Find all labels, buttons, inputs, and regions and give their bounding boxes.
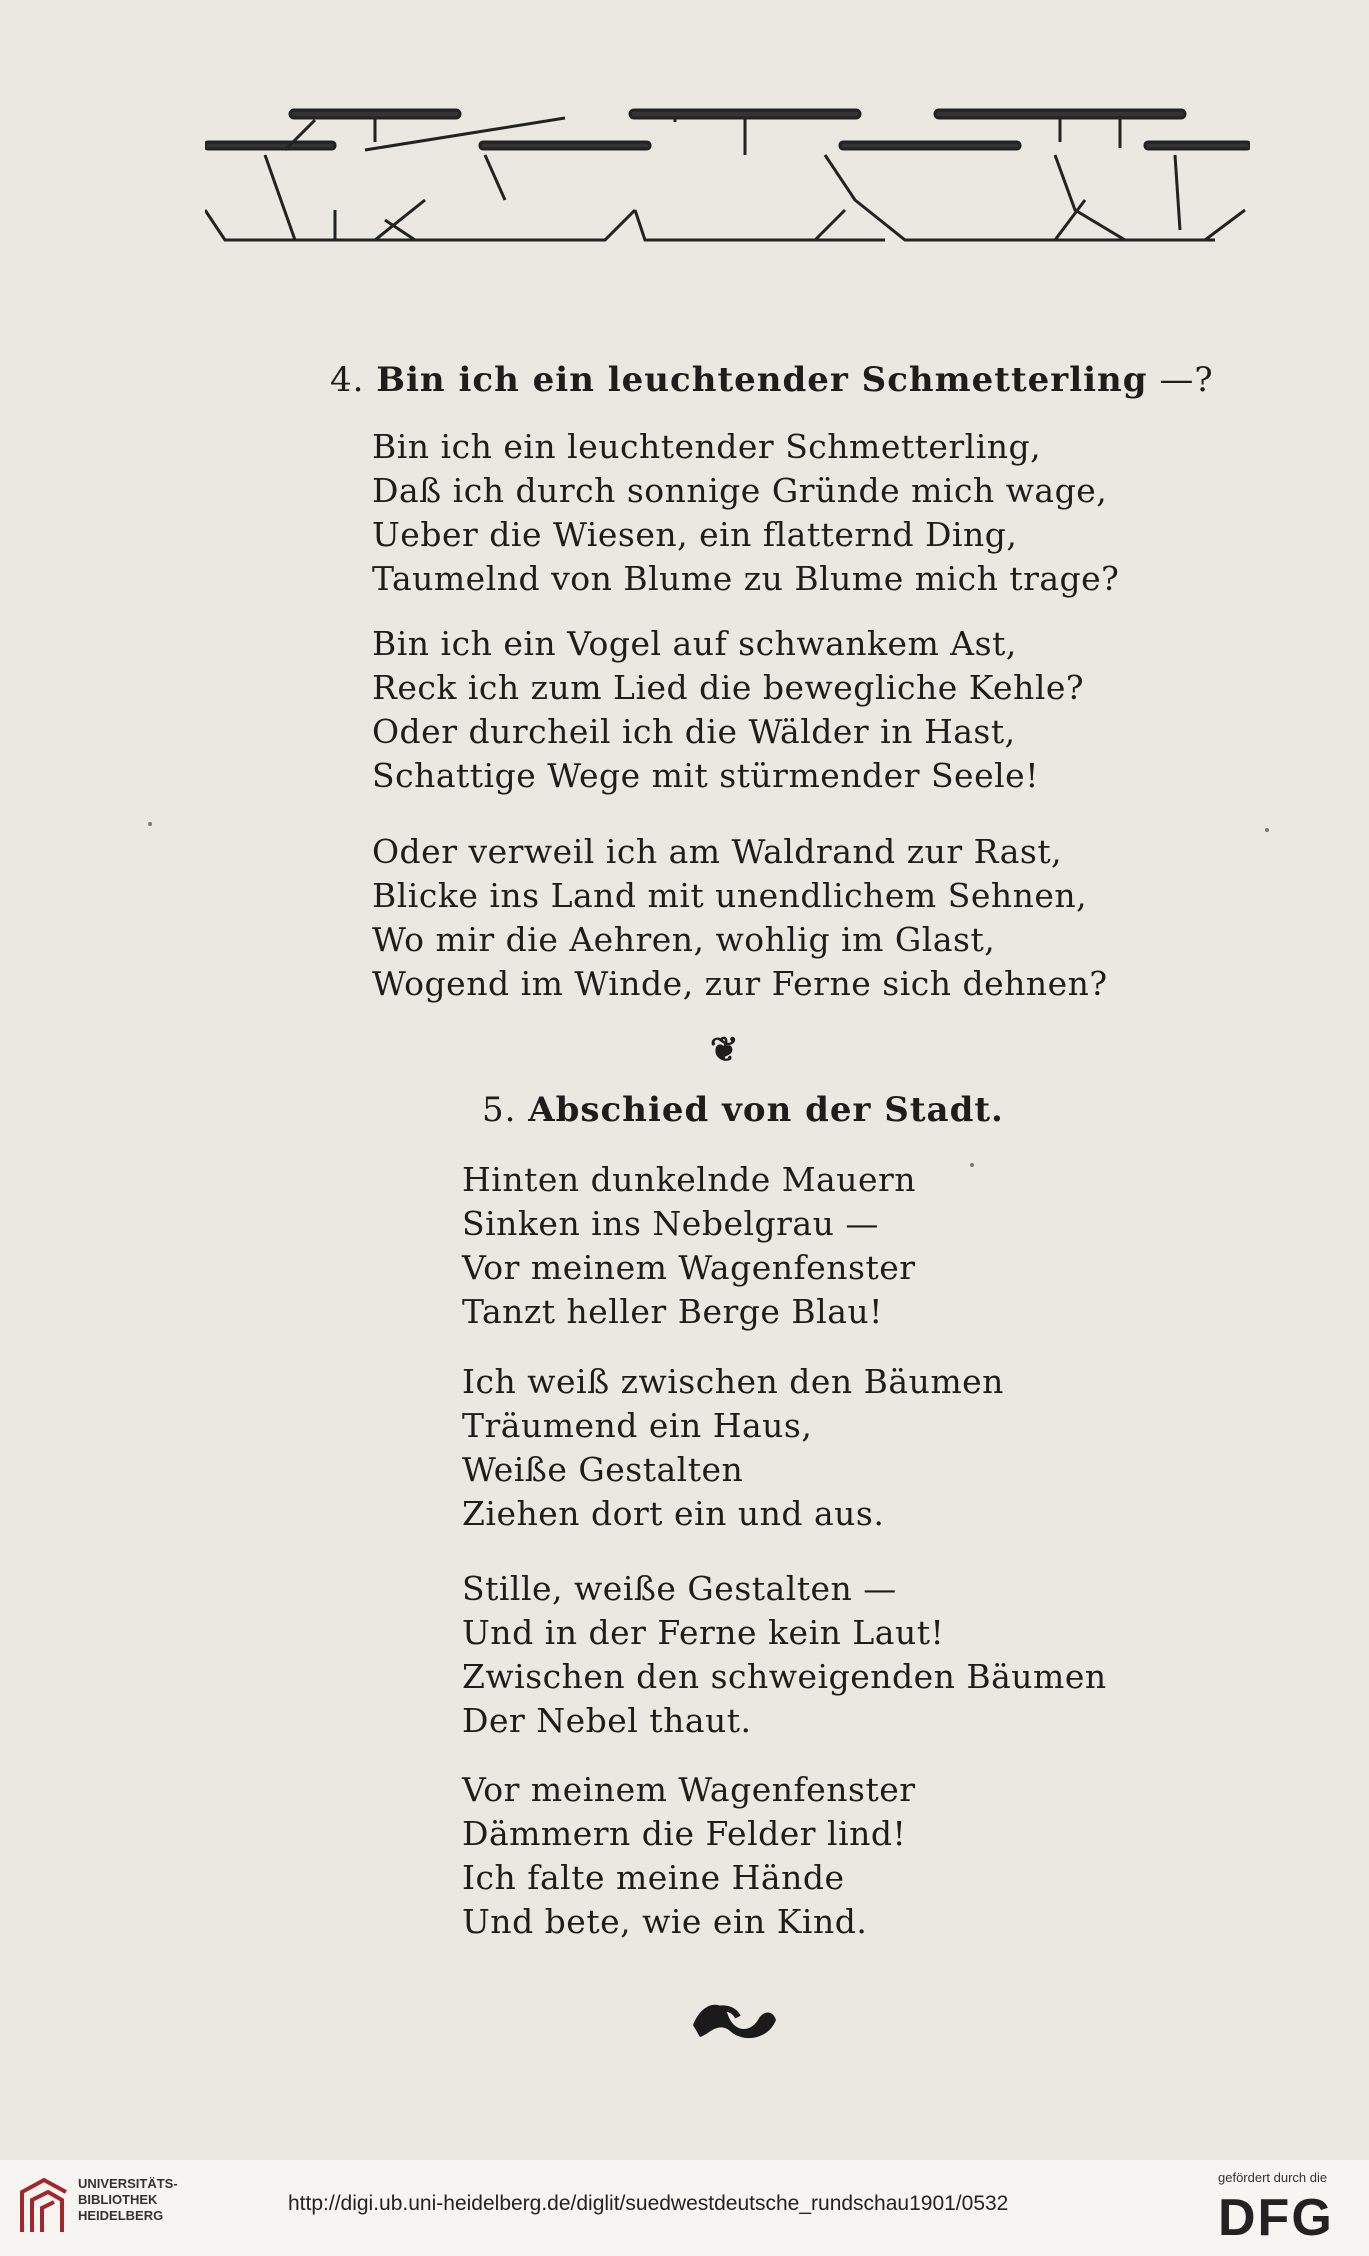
verse-line: Vor meinem Wagenfenster xyxy=(462,1248,916,1287)
verse-line: Ich weiß zwischen den Bäumen xyxy=(462,1362,1004,1401)
verse-line: Taumelnd von Blume zu Blume mich trage? xyxy=(372,559,1120,598)
verse-line: Träumend ein Haus, xyxy=(462,1406,813,1445)
scan-speck xyxy=(1265,828,1269,832)
dfg-logo: DFG xyxy=(1218,2189,1334,2247)
verse-line: Ich falte meine Hände xyxy=(462,1858,845,1897)
verse-line: Wogend im Winde, zur Ferne sich dehnen? xyxy=(372,964,1108,1003)
poem-5-stanza-2 xyxy=(462,1360,1004,1536)
poem-4-suffix: —? xyxy=(1159,360,1214,400)
scan-speck xyxy=(148,822,152,826)
library-name-line: UNIVERSITÄTS- xyxy=(78,2176,178,2191)
poem-4-heading xyxy=(330,360,1214,400)
poem-5-stanza-1 xyxy=(462,1158,916,1334)
poem-5-stanza-4 xyxy=(462,1768,916,1944)
poem-5-number: 5. xyxy=(482,1090,517,1130)
verse-line: Sinken ins Nebelgrau — xyxy=(462,1204,879,1243)
section-divider: ❦ xyxy=(710,1030,739,1070)
source-url-link[interactable]: http://digi.ub.uni-heidelberg.de/diglit/suedwestdeutsche_rundschau1901/0532 xyxy=(288,2192,1009,2215)
verse-line: Schattige Wege mit stürmender Seele! xyxy=(372,756,1039,795)
poem-5-title: Abschied von der Stadt. xyxy=(528,1090,1004,1130)
library-name xyxy=(78,2176,178,2224)
verse-line: Stille, weiße Gestalten — xyxy=(462,1569,897,1608)
verse-line: Bin ich ein Vogel auf schwankem Ast, xyxy=(372,624,1017,663)
verse-line: Tanzt heller Berge Blau! xyxy=(462,1292,883,1331)
university-library-logo-icon xyxy=(14,2172,74,2242)
verse-line: Und in der Ferne kein Laut! xyxy=(462,1613,945,1652)
poem-4-stanza-2 xyxy=(372,622,1084,798)
verse-line: Wo mir die Aehren, wohlig im Glast, xyxy=(372,920,996,959)
verse-line: Der Nebel thaut. xyxy=(462,1701,752,1740)
poem-5-stanza-3 xyxy=(462,1567,1107,1743)
library-name-line: HEIDELBERG xyxy=(78,2208,164,2223)
verse-line: Reck ich zum Lied die bewegliche Kehle? xyxy=(372,668,1085,707)
verse-line: Weiße Gestalten xyxy=(462,1450,744,1489)
scan-speck xyxy=(970,1163,974,1167)
verse-line: Bin ich ein leuchtender Schmetterling, xyxy=(372,427,1042,466)
poem-4-number: 4. xyxy=(330,360,365,400)
verse-line: Dämmern die Felder lind! xyxy=(462,1814,907,1853)
verse-line: Ziehen dort ein und aus. xyxy=(462,1494,885,1533)
poem-4-title: Bin ich ein leuchtender Schmetterling xyxy=(376,360,1148,400)
funding-note: gefördert durch die xyxy=(1218,2170,1328,2185)
library-name-line: BIBLIOTHEK xyxy=(78,2192,158,2207)
poem-4-stanza-3 xyxy=(372,830,1108,1006)
verse-line: Daß ich durch sonnige Gründe mich wage, xyxy=(372,471,1108,510)
verse-line: Ueber die Wiesen, ein flatternd Ding, xyxy=(372,515,1018,554)
end-ornament xyxy=(688,1995,778,2045)
verse-line: Hinten dunkelnde Mauern xyxy=(462,1160,917,1199)
header-ornament xyxy=(205,100,1250,250)
verse-line: Oder durcheil ich die Wälder in Hast, xyxy=(372,712,1016,751)
verse-line: Zwischen den schweigenden Bäumen xyxy=(462,1657,1107,1696)
verse-line: Oder verweil ich am Waldrand zur Rast, xyxy=(372,832,1063,871)
verse-line: Blicke ins Land mit unendlichem Sehnen, xyxy=(372,876,1088,915)
poem-4-stanza-1 xyxy=(372,425,1119,601)
poem-5-heading xyxy=(482,1090,1004,1130)
verse-line: Vor meinem Wagenfenster xyxy=(462,1770,916,1809)
verse-line: Und bete, wie ein Kind. xyxy=(462,1902,868,1941)
